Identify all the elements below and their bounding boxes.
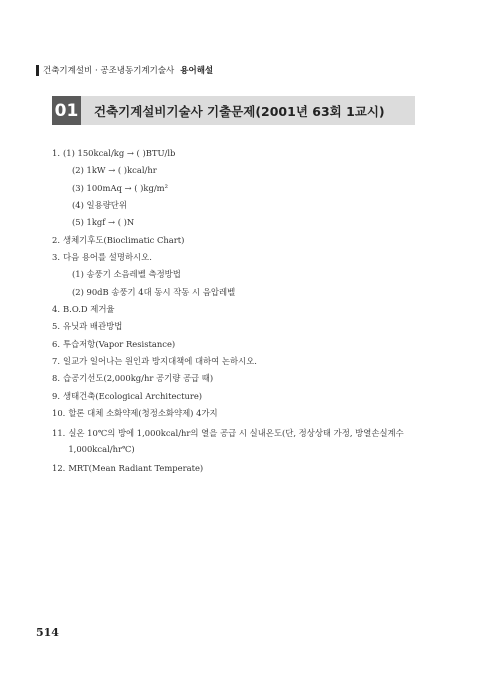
question-item <box>52 234 472 246</box>
sub-item: (2) 1kW → ( )kcal/hr <box>72 165 157 176</box>
sub-item: (3) 100mAq → ( )kg/m² <box>72 182 168 193</box>
question-number: 1. <box>52 148 60 158</box>
sub-item: (1) 송풍기 소음레벨 측정방법 <box>72 269 181 280</box>
question-text: 투습저항(Vapor Resistance) <box>63 338 176 349</box>
question-text: MRT(Mean Radiant Temperate) <box>68 462 204 473</box>
sub-item: (4) 일용량단위 <box>72 200 127 211</box>
page-number: 514 <box>36 626 59 639</box>
question-number: 7. <box>52 356 60 367</box>
question-list <box>52 147 472 479</box>
question-text: B.O.D 제거율 <box>63 304 115 315</box>
question-text: 일교가 일어나는 원인과 방지대책에 대하여 논하시오. <box>63 356 257 367</box>
question-item <box>52 425 472 458</box>
question-text: 할론 대체 소화약제(청정소화약제) 4가지 <box>68 408 218 419</box>
header-section: 건축기계설비 · 공조냉동기계기술사 <box>43 66 175 76</box>
question-item <box>52 372 472 384</box>
question-item <box>52 355 472 367</box>
question-text: 생태건축(Ecological Architecture) <box>63 390 203 401</box>
section-number: 01 <box>52 96 81 125</box>
header-marker <box>36 65 39 76</box>
header-subtitle: 용어해설 <box>180 66 214 76</box>
question-item <box>52 338 472 350</box>
question-item <box>52 320 472 332</box>
question-item <box>52 303 472 315</box>
running-header <box>36 64 213 76</box>
question-item <box>52 462 472 474</box>
question-item <box>52 390 472 402</box>
question-item <box>52 407 472 419</box>
sub-item: (5) 1kgf → ( )N <box>72 217 135 228</box>
sub-item: (2) 90dB 송풍기 4대 동시 작동 시 음압레벨 <box>72 286 236 297</box>
question-text: 유닛과 배관방법 <box>63 321 123 332</box>
question-number: 12. <box>52 462 66 473</box>
question-text: 실온 10℃의 방에 1,000kcal/hr의 열을 공급 시 실내온도(단, 정상상태 가정, 방열손실계수 1,000kcal/hr℃) <box>68 427 404 454</box>
question-number: 6. <box>52 338 60 349</box>
question-item <box>52 251 472 263</box>
section-banner <box>52 96 415 125</box>
question-item <box>52 147 472 159</box>
question-text: (1) 150kcal/kg → ( )BTU/lb <box>63 148 176 158</box>
question-number: 2. <box>52 234 60 245</box>
question-number: 10. <box>52 408 66 419</box>
question-number: 3. <box>52 252 60 263</box>
section-title: 건축기계설비기술사 기출문제(2001년 63회 1교시) <box>94 103 385 119</box>
question-number: 4. <box>52 304 60 315</box>
question-number: 5. <box>52 321 60 332</box>
question-text: 생체기후도(Bioclimatic Chart) <box>63 234 185 245</box>
question-text: 습공기선도(2,000kg/hr 공기량 공급 때) <box>63 373 214 384</box>
question-number: 11. <box>52 427 66 438</box>
question-number: 8. <box>52 373 60 384</box>
question-number: 9. <box>52 390 60 401</box>
question-text: 다음 용어를 설명하시오. <box>63 252 152 263</box>
